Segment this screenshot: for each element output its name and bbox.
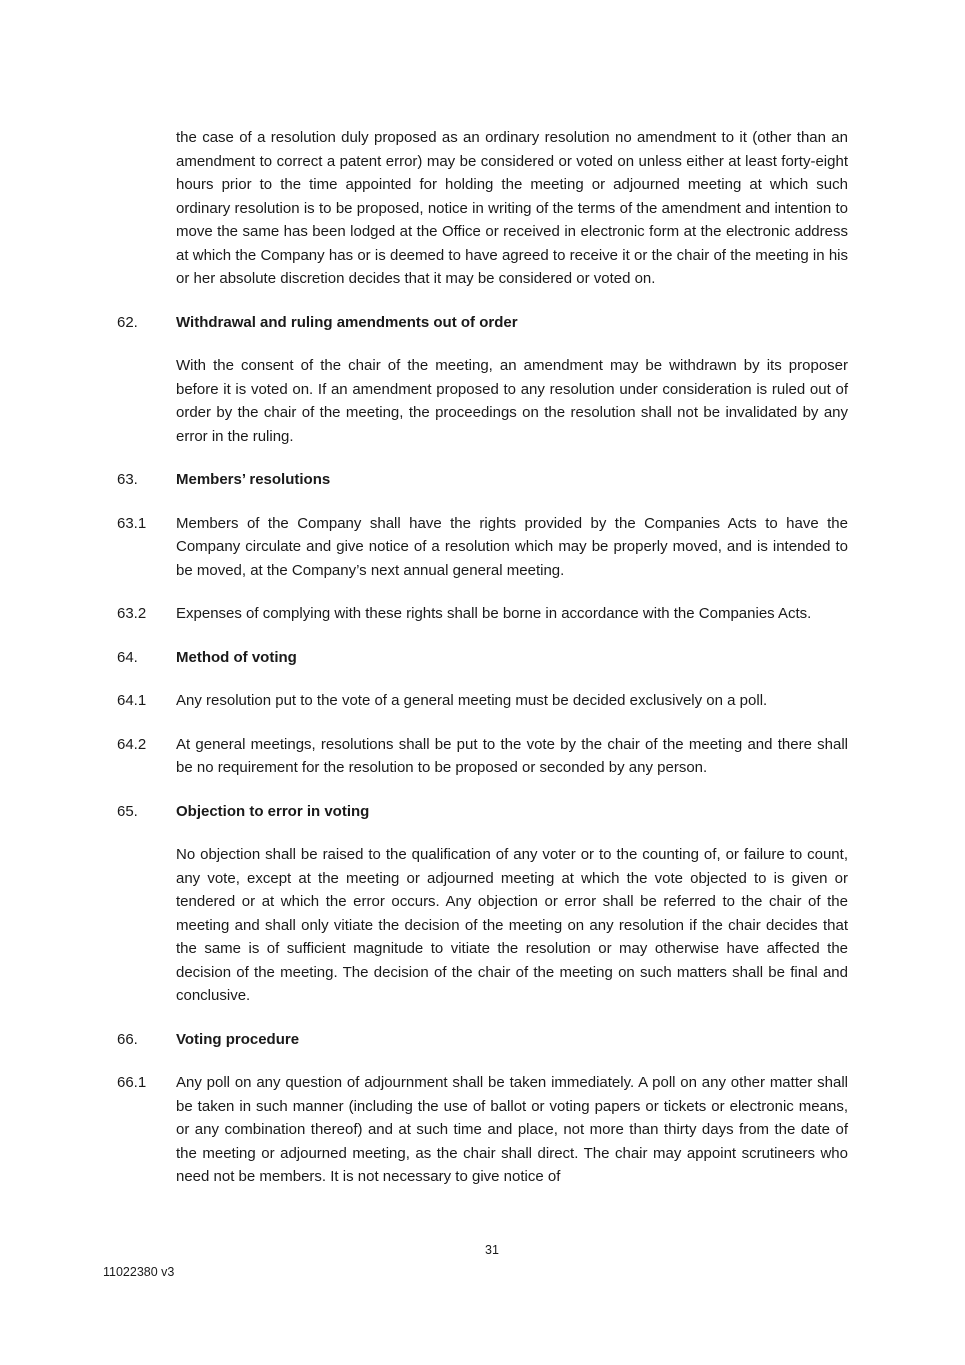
section-title: Method of voting	[176, 648, 297, 666]
section-title: Withdrawal and ruling amendments out of order	[176, 313, 518, 331]
section-65-paragraph	[117, 843, 848, 1008]
document-reference: 11022380 v3	[103, 1265, 175, 1279]
section-62-heading	[117, 311, 848, 335]
clause-66-1	[117, 1071, 848, 1189]
clause-64-1	[117, 689, 848, 713]
clause-64-2	[117, 733, 848, 780]
clause-number: 64.1	[117, 692, 147, 709]
paragraph-text: With the consent of the chair of the meeting, an amendment may be withdrawn by its proposer before it is voted on. If an amendment proposed to any resolution under consideration is ruled out of order by the chair of the meeting, the proceedings on the resolution shall not be invalidated by any error in the ruling.	[176, 357, 848, 445]
continuation-paragraph	[117, 126, 848, 291]
clause-63-2	[117, 602, 848, 626]
section-title: Members’ resolutions	[176, 471, 331, 488]
clause-number: 64.2	[117, 735, 147, 753]
section-66-heading	[117, 1028, 848, 1052]
section-62-paragraph	[117, 354, 848, 448]
paragraph-text: Members of the Company shall have the rights provided by the Companies Acts to have the Company circulate and give notice of a resolution which may be properly moved, and is intended to be moved, at the Company’s next annual general meeting.	[176, 514, 848, 579]
clause-number: 63.2	[117, 605, 147, 622]
section-number: 66.	[117, 1030, 138, 1048]
paragraph-text: No objection shall be raised to the qualification of any voter or to the counting of, or failure to count, any vote, except at the meeting or adjourned meeting at which the vote objected to is given or tendered or at which the error occurs. Any objection or error shall be referred to the chair of the meeting and shall only vitiate the decision of the meeting on any resolution if the chair decides that the same is of sufficient magnitude to vitiate the resolution or may otherwise have affected the decision of the meeting. The decision of the chair of the meeting on such matters shall be final and conclusive.	[176, 846, 848, 1004]
paragraph-text: Expenses of complying with these rights shall be borne in accordance with the Companies Acts.	[176, 605, 812, 622]
clause-number: 66.1	[117, 1074, 147, 1091]
paragraph-text: Any poll on any question of adjournment shall be taken immediately. A poll on any other matter shall be taken in such manner (including the use of ballot or voting papers or tickets or electronic means, or any combination thereof) and at such time and place, not more than thirty days from the date of the meeting or adjourned meeting, as the chair shall direct. The chair may appoint scrutineers who need not be members. It is not necessary to give notice of	[176, 1074, 848, 1185]
section-title: Voting procedure	[176, 1030, 300, 1048]
paragraph-text: Any resolution put to the vote of a general meeting must be decided exclusively on a poll.	[176, 692, 768, 709]
section-number: 62.	[117, 313, 138, 331]
clause-number: 63.1	[117, 514, 147, 532]
page-number: 31	[485, 1243, 499, 1257]
section-number: 64.	[117, 648, 138, 666]
section-title: Objection to error in voting	[176, 802, 370, 820]
section-65-heading	[117, 800, 848, 824]
section-64-heading	[117, 646, 848, 670]
document-body	[117, 126, 848, 1209]
section-number: 63.	[117, 471, 138, 488]
paragraph-text: At general meetings, resolutions shall be put to the vote by the chair of the meeting and there shall be no requirement for the resolution to be proposed or seconded by any person.	[176, 735, 848, 776]
section-63-heading	[117, 468, 848, 492]
clause-63-1	[117, 512, 848, 583]
paragraph-text: the case of a resolution duly proposed as an ordinary resolution no amendment to it (other than an amendment to correct a patent error) may be considered or voted on unless either at least forty-eight hours prior to the time appointed for holding the meeting or adjourned meeting at which such ordinary resolution is to be proposed, notice in writing of the terms of the amendment and intention to move the same has been lodged at the Office or received in electronic form at the electronic address at which the Company has or is deemed to have agreed to receive it or the chair of the meeting in his or her absolute discretion decides that it may be considered or voted on.	[176, 129, 848, 287]
section-number: 65.	[117, 802, 138, 820]
